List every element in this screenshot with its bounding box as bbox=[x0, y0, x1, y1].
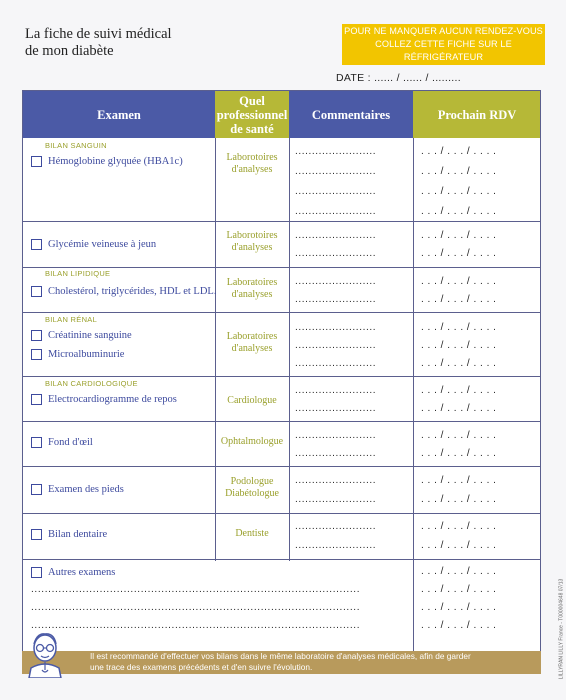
comment-line[interactable]: ........................ bbox=[295, 230, 377, 241]
rdv-date[interactable]: . . . / . . . / . . . . bbox=[421, 340, 497, 351]
pro-line: Diabétologue bbox=[225, 488, 279, 499]
checkbox[interactable] bbox=[31, 286, 42, 297]
exam-dentaire[interactable] bbox=[31, 529, 107, 540]
print-code-text: LILLYRAN LILLY France - T000004648 07/13 bbox=[558, 578, 565, 680]
exam-glycemie[interactable] bbox=[31, 239, 156, 250]
notice-line-1: POUR NE MANQUER AUCUN RENDEZ-VOUS bbox=[344, 26, 543, 36]
rdv-date[interactable]: . . . / . . . / . . . . bbox=[421, 248, 497, 259]
rdv-date[interactable]: . . . / . . . / . . . . bbox=[421, 521, 497, 532]
exam-label: Fond d'œil bbox=[48, 437, 93, 448]
row-divider bbox=[23, 312, 541, 313]
other-exam-line[interactable]: ................................................................................................ bbox=[31, 602, 361, 613]
checkbox[interactable] bbox=[31, 239, 42, 250]
exam-autres[interactable] bbox=[31, 567, 115, 578]
column-divider bbox=[413, 138, 414, 674]
professional-ophtalmologue: Ophtalmologue bbox=[220, 436, 284, 447]
rdv-date[interactable]: . . . / . . . / . . . . bbox=[421, 186, 497, 197]
rdv-date[interactable]: . . . / . . . / . . . . bbox=[421, 494, 497, 505]
row-divider bbox=[23, 559, 541, 560]
exam-label: Glycémie veineuse à jeun bbox=[48, 239, 157, 250]
section-bilan-cardiologique: BILAN CARDIOLOGIQUE bbox=[45, 379, 138, 388]
pro-line: Laboratoires bbox=[226, 331, 278, 342]
checkbox[interactable] bbox=[31, 349, 42, 360]
exam-hba1c[interactable] bbox=[31, 156, 183, 167]
section-bilan-sanguin: BILAN SANGUIN bbox=[45, 141, 107, 150]
row-divider bbox=[23, 466, 541, 467]
page-title bbox=[25, 26, 305, 60]
comment-line[interactable]: ........................ bbox=[295, 521, 377, 532]
rdv-date[interactable]: . . . / . . . / . . . . bbox=[421, 620, 497, 631]
exam-label: Examen des pieds bbox=[48, 484, 124, 495]
header-commentaires: Commentaires bbox=[289, 91, 413, 138]
rdv-date[interactable]: . . . / . . . / . . . . bbox=[421, 403, 497, 414]
footer-note bbox=[90, 651, 535, 673]
checkbox[interactable] bbox=[31, 394, 42, 405]
comment-line[interactable]: ........................ bbox=[295, 540, 377, 551]
rdv-date[interactable]: . . . / . . . / . . . . bbox=[421, 146, 497, 157]
comment-line[interactable]: ........................ bbox=[295, 475, 377, 486]
title-line-1: La fiche de suivi médical bbox=[25, 26, 172, 42]
rdv-date[interactable]: . . . / . . . / . . . . bbox=[421, 584, 497, 595]
professional-labo bbox=[215, 277, 289, 301]
header-examen: Examen bbox=[23, 91, 215, 138]
comment-line[interactable]: ........................ bbox=[295, 248, 377, 259]
comment-line[interactable]: ........................ bbox=[295, 186, 377, 197]
comment-line[interactable]: ........................ bbox=[295, 403, 377, 414]
comment-line[interactable]: ........................ bbox=[295, 206, 377, 217]
comment-line[interactable]: ........................ bbox=[295, 146, 377, 157]
pro-line: d'analyses bbox=[231, 242, 273, 253]
exam-creatinine[interactable] bbox=[31, 330, 132, 341]
fridge-notice bbox=[342, 24, 545, 65]
comment-line[interactable]: ........................ bbox=[295, 448, 377, 459]
row-divider bbox=[23, 376, 541, 377]
professional-dentiste: Dentiste bbox=[235, 528, 269, 539]
header-pro-line-2: professionnel bbox=[216, 107, 288, 122]
rdv-date[interactable]: . . . / . . . / . . . . bbox=[421, 566, 497, 577]
exam-pieds[interactable] bbox=[31, 484, 124, 495]
checkbox[interactable] bbox=[31, 330, 42, 341]
pro-line: Laborotoires bbox=[226, 230, 278, 241]
follow-up-table bbox=[22, 90, 541, 674]
checkbox[interactable] bbox=[31, 156, 42, 167]
exam-label: Autres examens bbox=[48, 567, 116, 578]
other-exam-line[interactable]: ................................................................................................ bbox=[31, 584, 361, 595]
rdv-date[interactable]: . . . / . . . / . . . . bbox=[421, 602, 497, 613]
doctor-icon bbox=[25, 628, 65, 678]
section-bilan-lipidique: BILAN LIPIDIQUE bbox=[45, 269, 111, 278]
checkbox[interactable] bbox=[31, 567, 42, 578]
print-code bbox=[541, 578, 565, 680]
exam-label: Cholestérol, triglycérides, HDL et LDL. bbox=[48, 286, 217, 297]
section-bilan-renal: BILAN RÉNAL bbox=[45, 315, 98, 324]
comment-line[interactable]: ........................ bbox=[295, 322, 377, 333]
footer-line-1: Il est recommandé d'effectuer vos bilans dans le même laboratoire d'analyses médicales, afin de garder bbox=[90, 651, 471, 661]
exam-label: Créatinine sanguine bbox=[48, 330, 132, 341]
rdv-date[interactable]: . . . / . . . / . . . . bbox=[421, 322, 497, 333]
pro-line: d'analyses bbox=[231, 164, 273, 175]
rdv-date[interactable]: . . . / . . . / . . . . bbox=[421, 294, 497, 305]
row-divider bbox=[23, 221, 541, 222]
professional-labo bbox=[215, 230, 289, 254]
comment-line[interactable]: ........................ bbox=[295, 494, 377, 505]
checkbox[interactable] bbox=[31, 529, 42, 540]
comment-line[interactable]: ........................ bbox=[295, 294, 377, 305]
header-pro-line-1: Quel bbox=[239, 93, 265, 108]
title-line-2: de mon diabète bbox=[25, 43, 114, 59]
header-professionnel bbox=[215, 91, 289, 138]
professional-labo bbox=[215, 331, 289, 355]
exam-microalbuminurie[interactable] bbox=[31, 349, 124, 360]
pro-line: Laboratoires bbox=[226, 277, 278, 288]
exam-label: Microalbuminurie bbox=[48, 349, 125, 360]
rdv-date[interactable]: . . . / . . . / . . . . bbox=[421, 475, 497, 486]
row-divider bbox=[23, 267, 541, 268]
rdv-date[interactable]: . . . / . . . / . . . . bbox=[421, 448, 497, 459]
rdv-date[interactable]: . . . / . . . / . . . . bbox=[421, 166, 497, 177]
rdv-date[interactable]: . . . / . . . / . . . . bbox=[421, 385, 497, 396]
exam-label: Hémoglobine glyquée (HBA1c) bbox=[48, 156, 183, 167]
row-divider bbox=[23, 513, 541, 514]
exam-label: Bilan dentaire bbox=[48, 529, 108, 540]
exam-fond-oeil[interactable] bbox=[31, 437, 93, 448]
rdv-date[interactable]: . . . / . . . / . . . . bbox=[421, 540, 497, 551]
pro-line: d'analyses bbox=[231, 289, 273, 300]
other-exam-line[interactable]: ................................................................................................ bbox=[31, 620, 361, 631]
professional-cardiologue: Cardiologue bbox=[227, 395, 277, 406]
pro-line: Laborotoires bbox=[226, 152, 278, 163]
rdv-date[interactable]: . . . / . . . / . . . . bbox=[421, 276, 497, 287]
rdv-date[interactable]: . . . / . . . / . . . . bbox=[421, 358, 497, 369]
notice-line-2: COLLEZ CETTE FICHE SUR LE RÉFRIGÉRATEUR bbox=[375, 39, 512, 62]
comment-line[interactable]: ........................ bbox=[295, 340, 377, 351]
row-divider bbox=[23, 421, 541, 422]
checkbox[interactable] bbox=[31, 437, 42, 448]
comment-line[interactable]: ........................ bbox=[295, 385, 377, 396]
exam-ecg[interactable] bbox=[31, 394, 177, 405]
comment-line[interactable]: ........................ bbox=[295, 166, 377, 177]
comment-line[interactable]: ........................ bbox=[295, 276, 377, 287]
header-pro-line-3: de santé bbox=[230, 121, 274, 136]
exam-label: Electrocardiogramme de repos bbox=[48, 394, 177, 405]
rdv-date[interactable]: . . . / . . . / . . . . bbox=[421, 230, 497, 241]
rdv-date[interactable]: . . . / . . . / . . . . bbox=[421, 430, 497, 441]
footer-line-2: une trace des examens précédents et d'en suivre l'évolution. bbox=[90, 662, 313, 672]
pro-line: Podologue bbox=[230, 476, 274, 487]
column-divider bbox=[289, 138, 290, 561]
professional-labo bbox=[215, 152, 289, 176]
professional-podologue bbox=[215, 476, 289, 500]
checkbox[interactable] bbox=[31, 484, 42, 495]
header-prochain-rdv: Prochain RDV bbox=[413, 91, 541, 138]
rdv-date[interactable]: . . . / . . . / . . . . bbox=[421, 206, 497, 217]
exam-cholesterol[interactable] bbox=[31, 286, 216, 297]
pro-line: d'analyses bbox=[231, 343, 273, 354]
comment-line[interactable]: ........................ bbox=[295, 358, 377, 369]
comment-line[interactable]: ........................ bbox=[295, 430, 377, 441]
date-field[interactable]: DATE : ...... / ...... / ......... bbox=[336, 72, 461, 84]
